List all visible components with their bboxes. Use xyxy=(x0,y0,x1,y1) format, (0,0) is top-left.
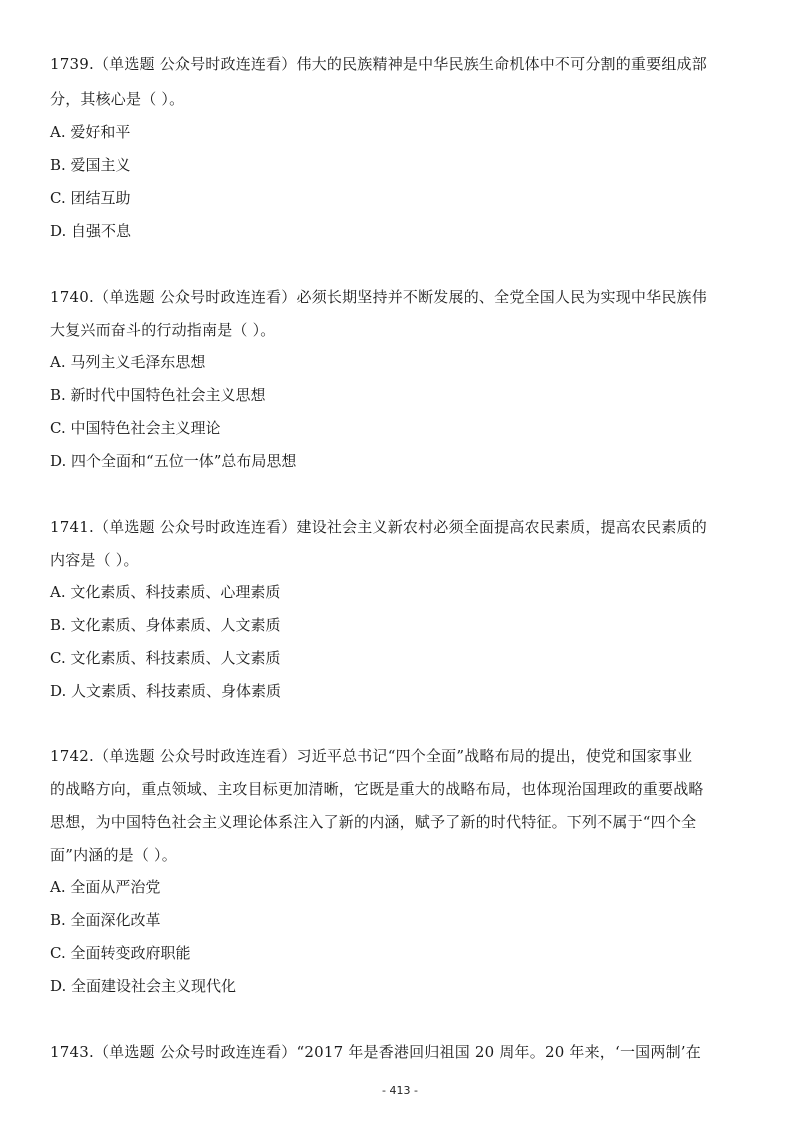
option-c: C. 全面转变政府职能 xyxy=(50,944,191,962)
question-text-line: 面”内涵的是（ ）。 xyxy=(50,846,177,864)
option-d: D. 全面建设社会主义现代化 xyxy=(50,977,237,995)
question-text-line: 分，其核心是（ ）。 xyxy=(50,90,185,108)
option-b: B. 文化素质、身体素质、人文素质 xyxy=(50,616,281,634)
option-b: B. 新时代中国特色社会主义思想 xyxy=(50,386,266,404)
option-d: D. 人文素质、科技素质、身体素质 xyxy=(50,682,282,700)
option-a: A. 全面从严治党 xyxy=(50,878,161,896)
question-text-line: 大复兴而奋斗的行动指南是（ ）。 xyxy=(50,321,276,339)
option-c: C. 团结互助 xyxy=(50,189,131,207)
option-b: B. 全面深化改革 xyxy=(50,911,161,929)
question-text-line: 1742.（单选题 公众号时政连连看）习近平总书记“四个全面”战略布局的提出，使党和国家事业 xyxy=(50,747,693,765)
option-b: B. 爱国主义 xyxy=(50,156,131,174)
option-a: A. 马列主义毛泽东思想 xyxy=(50,353,206,371)
question-text-line: 1743.（单选题 公众号时政连连看）“2017 年是香港回归祖国 20 周年。20 年来，‘一国两制’在 xyxy=(50,1043,701,1061)
question-text-line: 内容是（ ）。 xyxy=(50,551,139,569)
question-text-line: 思想，为中国特色社会主义理论体系注入了新的内涵，赋予了新的时代特征。下列不属于“四个全 xyxy=(50,813,697,831)
option-a: A. 文化素质、科技素质、心理素质 xyxy=(50,583,281,601)
option-d: D. 自强不息 xyxy=(50,222,132,240)
option-a: A. 爱好和平 xyxy=(50,123,131,141)
question-text-line: 的战略方向，重点领域、主攻目标更加清晰，它既是重大的战略布局，也体现治国理政的重要战略 xyxy=(50,780,704,798)
question-text-line: 1739.（单选题 公众号时政连连看）伟大的民族精神是中华民族生命机体中不可分割的重要组成部 xyxy=(50,55,707,73)
option-c: C. 文化素质、科技素质、人文素质 xyxy=(50,649,281,667)
option-c: C. 中国特色社会主义理论 xyxy=(50,419,221,437)
option-d: D. 四个全面和“五位一体”总布局思想 xyxy=(50,452,297,470)
question-text-line: 1740.（单选题 公众号时政连连看）必须长期坚持并不断发展的、全党全国人民为实现中华民族伟 xyxy=(50,288,707,306)
question-text-line: 1741.（单选题 公众号时政连连看）建设社会主义新农村必须全面提高农民素质，提高农民素质的 xyxy=(50,518,707,536)
page-number: - 413 - xyxy=(382,1084,418,1097)
